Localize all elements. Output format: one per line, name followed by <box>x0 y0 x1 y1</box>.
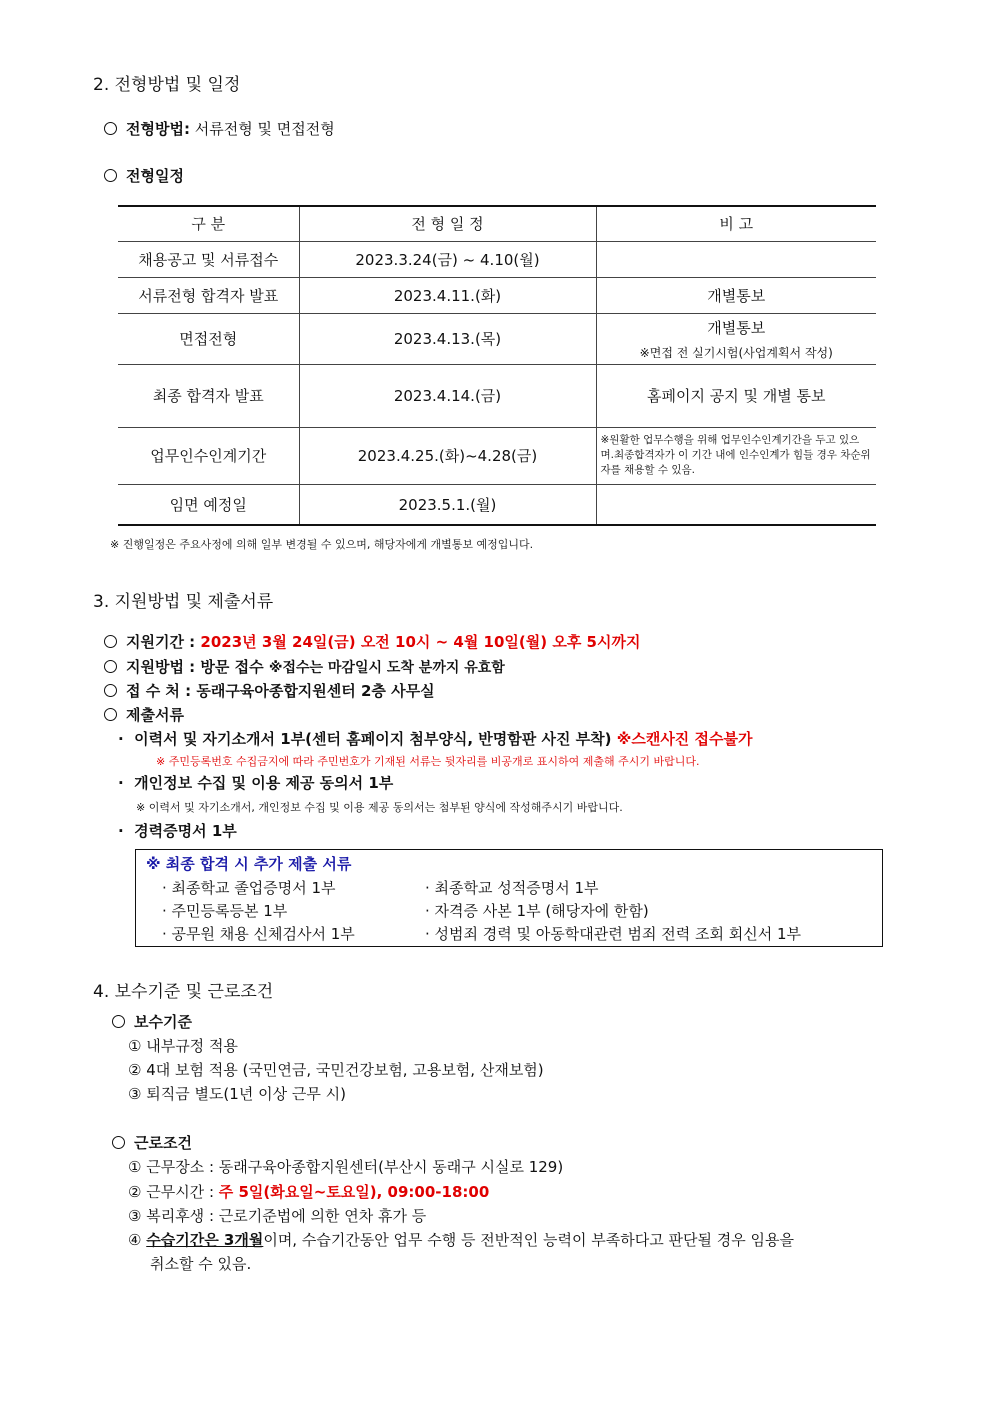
pay-item: ② 4대 보험 적용 (국민연금, 국민건강보험, 고용보험, 산재보험) <box>128 1061 544 1079</box>
doc2-line <box>118 772 393 793</box>
box-title: ※ 최종 합격 시 추가 제출 서류 <box>146 855 352 873</box>
table-row <box>118 241 876 277</box>
note-cell <box>596 313 876 364</box>
note-cell <box>596 241 876 277</box>
work2-prefix: ② 근무시간 : <box>128 1183 214 1201</box>
header-cell: 전 형 일 정 <box>299 206 596 241</box>
schedule-table <box>118 205 876 526</box>
doc2-text: 개인정보 수집 및 이용 제공 동의서 1부 <box>134 774 394 792</box>
docs-label: 제출서류 <box>126 706 184 724</box>
box-right-item: · 자격증 사본 1부 (해당자에 한함) <box>425 902 649 920</box>
section3-title: 3. 지원방법 및 제출서류 <box>93 592 274 612</box>
schedule-footnote: ※ 진행일정은 주요사정에 의해 일부 변경될 수 있으며, 해당자에게 개별통보 예정입니다. <box>110 538 534 551</box>
circle-bullet-icon <box>104 660 117 673</box>
doc1-line <box>118 728 752 749</box>
date-cell: 2023.4.14.(금) <box>299 364 596 427</box>
work-line <box>112 1132 192 1153</box>
work-item: ③ 복리후생 : 근로기준법에 의한 연차 휴가 등 <box>128 1207 427 1225</box>
header-cell: 비 고 <box>596 206 876 241</box>
work4-prefix: ④ <box>128 1231 142 1249</box>
item-cell: 서류전형 합격자 발표 <box>118 277 299 313</box>
work2-value: 주 5일(화요일~토요일), 09:00-18:00 <box>218 1183 490 1201</box>
work-item-continued: 취소할 수 있음. <box>150 1255 252 1273</box>
doc2-note: ※ 이력서 및 자기소개서, 개인정보 수집 및 이용 제공 동의서는 첨부된 양식에 작성해주시기 바랍니다. <box>136 801 623 814</box>
period-value: 2023년 3월 24일(금) 오전 10시 ~ 4월 10일(월) 오후 5시까지 <box>200 633 641 651</box>
box-right-item: · 최종학교 성적증명서 1부 <box>425 879 599 897</box>
work-label: 근로조건 <box>134 1134 192 1152</box>
place-label: 접 수 처 : <box>126 682 192 700</box>
apply-method-label: 지원방법 : <box>126 658 196 676</box>
date-cell: 2023.5.1.(월) <box>299 484 596 525</box>
item-cell: 채용공고 및 서류접수 <box>118 241 299 277</box>
bullet-dot-icon: · <box>118 774 124 792</box>
work-item: ① 근무장소 : 동래구육아종합지원센터(부산시 동래구 시실로 129) <box>128 1158 564 1176</box>
doc3-line <box>118 820 237 841</box>
header-cell: 구 분 <box>118 206 299 241</box>
circle-bullet-icon <box>112 1136 125 1149</box>
pay-label: 보수기준 <box>134 1013 192 1031</box>
box-left-item: · 주민등록등본 1부 <box>162 902 288 920</box>
table-header-row <box>118 206 876 241</box>
schedule-line <box>104 165 184 186</box>
method-line <box>104 118 335 139</box>
item-cell: 업무인수인계기간 <box>118 427 299 484</box>
pay-item: ① 내부규정 적용 <box>128 1037 238 1055</box>
apply-method-note: ※접수는 마감일시 도착 분까지 유효함 <box>268 660 505 676</box>
work4-underlined: 수습기간은 3개월 <box>146 1231 264 1249</box>
doc1-note: ※ 주민등록번호 수집금지에 따라 주민번호가 기재된 서류는 뒷자리를 비공개로 표시하여 제출해 주시기 바랍니다. <box>156 755 700 768</box>
method-label: 전형방법: <box>126 120 190 138</box>
schedule-label: 전형일정 <box>126 167 184 185</box>
work-item <box>128 1181 489 1202</box>
circle-bullet-icon <box>104 635 117 648</box>
item-cell: 임면 예정일 <box>118 484 299 525</box>
section2-title: 2. 전형방법 및 일정 <box>93 75 241 95</box>
table-row <box>118 427 876 484</box>
box-left-item: · 최종학교 졸업증명서 1부 <box>162 879 336 897</box>
method-value: 서류전형 및 면접전형 <box>194 120 335 138</box>
doc1-warning: ※스캔사진 접수불가 <box>616 730 753 748</box>
note-main: 개별통보 <box>707 318 766 337</box>
box-left-item: · 공무원 채용 신체검사서 1부 <box>162 925 355 943</box>
note-cell: 홈페이지 공지 및 개별 통보 <box>596 364 876 427</box>
place-line <box>104 680 435 701</box>
note-small-cell: ※원활한 업무수행을 위해 업무인수인계기간을 두고 있으며.최종합격자가 이 기간 내에 인수인계가 힘들 경우 차순위자를 채용할 수 있음. <box>596 427 876 484</box>
doc3-text: 경력증명서 1부 <box>134 822 237 840</box>
circle-bullet-icon <box>104 169 117 182</box>
pay-item: ③ 퇴직금 별도(1년 이상 근무 시) <box>128 1085 346 1103</box>
period-line <box>104 631 640 652</box>
date-cell: 2023.4.13.(목) <box>299 313 596 364</box>
date-cell: 2023.4.11.(화) <box>299 277 596 313</box>
pay-line <box>112 1011 192 1032</box>
additional-docs-box <box>135 849 883 947</box>
circle-bullet-icon <box>104 122 117 135</box>
box-right-item: · 성범죄 경력 및 아동학대관련 범죄 전력 조회 회신서 1부 <box>425 925 802 943</box>
note-cell <box>596 484 876 525</box>
circle-bullet-icon <box>104 684 117 697</box>
item-cell: 최종 합격자 발표 <box>118 364 299 427</box>
apply-method-line <box>104 656 505 677</box>
table-row <box>118 313 876 364</box>
circle-bullet-icon <box>104 708 117 721</box>
work-item <box>128 1229 794 1250</box>
period-label: 지원기간 : <box>126 633 196 651</box>
docs-line <box>104 704 184 725</box>
table-row <box>118 484 876 525</box>
note-cell: 개별통보 <box>596 277 876 313</box>
table-row <box>118 277 876 313</box>
item-cell: 면접전형 <box>118 313 299 364</box>
date-cell: 2023.4.25.(화)~4.28(금) <box>299 427 596 484</box>
bullet-dot-icon: · <box>118 730 124 748</box>
date-cell: 2023.3.24(금) ~ 4.10(월) <box>299 241 596 277</box>
note-sub: ※면접 전 실기시험(사업계획서 작성) <box>639 345 833 360</box>
bullet-dot-icon: · <box>118 822 124 840</box>
apply-method-value: 방문 접수 <box>200 658 264 676</box>
place-value: 동래구육아종합지원센터 2층 사무실 <box>196 682 435 700</box>
work4-rest: 이며, 수습기간동안 업무 수행 등 전반적인 능력이 부족하다고 판단될 경우 임용을 <box>263 1231 794 1249</box>
doc1-text: 이력서 및 자기소개서 1부(센터 홈페이지 첨부양식, 반명함판 사진 부착) <box>134 730 612 748</box>
circle-bullet-icon <box>112 1015 125 1028</box>
section4-title: 4. 보수기준 및 근로조건 <box>93 982 274 1002</box>
table-row <box>118 364 876 427</box>
